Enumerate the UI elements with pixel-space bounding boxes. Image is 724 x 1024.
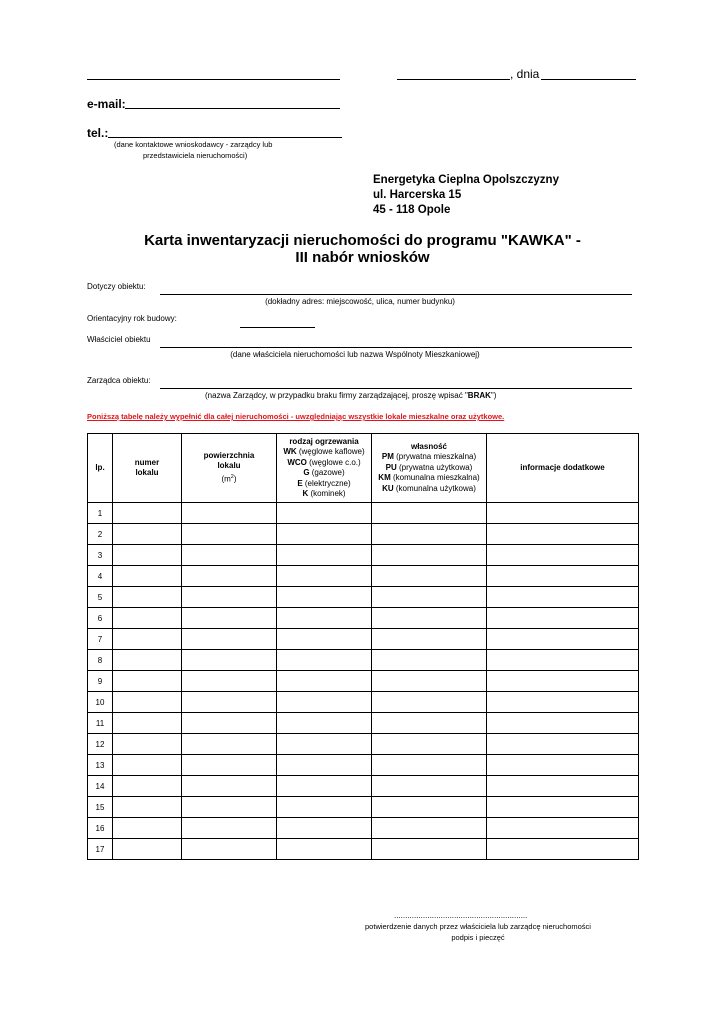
row-lp: 2 <box>88 524 113 545</box>
row-lp: 1 <box>88 503 113 524</box>
row-informacje-cell[interactable] <box>487 839 639 860</box>
row-ogrzewanie-cell[interactable] <box>277 524 372 545</box>
row-numer-cell[interactable] <box>113 587 182 608</box>
row-wlasnosc-cell[interactable] <box>372 629 487 650</box>
row-ogrzewanie-cell[interactable] <box>277 818 372 839</box>
manager-line[interactable] <box>160 388 632 389</box>
page-title-line2: III nabór wniosków <box>295 249 430 266</box>
row-lp: 12 <box>88 734 113 755</box>
row-numer-cell[interactable] <box>113 650 182 671</box>
row-numer-cell[interactable] <box>113 503 182 524</box>
owner-hint: (dane właściciela nieruchomości lub nazwa Wspólnoty Mieszkaniowej) <box>230 350 480 359</box>
row-lp: 10 <box>88 692 113 713</box>
date-line[interactable] <box>541 79 636 80</box>
row-powierzchnia-cell[interactable] <box>182 503 277 524</box>
row-powierzchnia-cell[interactable] <box>182 629 277 650</box>
recipient-street: ul. Harcerska 15 <box>373 189 462 201</box>
row-wlasnosc-cell[interactable] <box>372 755 487 776</box>
row-numer-cell[interactable] <box>113 692 182 713</box>
table-header-row <box>88 434 639 503</box>
row-informacje-cell[interactable] <box>487 545 639 566</box>
row-lp: 14 <box>88 776 113 797</box>
row-ogrzewanie-cell[interactable] <box>277 566 372 587</box>
row-numer-cell[interactable] <box>113 671 182 692</box>
table-row <box>88 545 639 566</box>
row-ogrzewanie-cell[interactable] <box>277 713 372 734</box>
row-powierzchnia-cell[interactable] <box>182 713 277 734</box>
row-informacje-cell[interactable] <box>487 503 639 524</box>
table-row <box>88 755 639 776</box>
row-ogrzewanie-cell[interactable] <box>277 671 372 692</box>
table-row <box>88 818 639 839</box>
page-title-line1: Karta inwentaryzacji nieruchomości do programu "KAWKA" - <box>144 232 581 249</box>
row-numer-cell[interactable] <box>113 608 182 629</box>
table-row <box>88 734 639 755</box>
row-informacje-cell[interactable] <box>487 776 639 797</box>
col-header-numer: numer lokalu <box>113 434 182 503</box>
row-lp: 8 <box>88 650 113 671</box>
row-ogrzewanie-cell[interactable] <box>277 503 372 524</box>
inventory-table <box>87 433 639 860</box>
dnia-label: , dnia <box>510 67 540 81</box>
table-row <box>88 650 639 671</box>
row-lp: 11 <box>88 713 113 734</box>
row-powierzchnia-cell[interactable] <box>182 587 277 608</box>
row-wlasnosc-cell[interactable] <box>372 671 487 692</box>
row-numer-cell[interactable] <box>113 629 182 650</box>
owner-label: Właściciel obiektu <box>87 335 151 344</box>
row-ogrzewanie-cell[interactable] <box>277 776 372 797</box>
object-hint: (dokładny adres: miejscowość, ulica, numer budynku) <box>265 297 455 306</box>
email-label: e-mail: <box>87 97 126 111</box>
applicant-name-line[interactable] <box>87 79 340 80</box>
row-numer-cell[interactable] <box>113 797 182 818</box>
row-informacje-cell[interactable] <box>487 755 639 776</box>
row-informacje-cell[interactable] <box>487 671 639 692</box>
row-informacje-cell[interactable] <box>487 818 639 839</box>
row-powierzchnia-cell[interactable] <box>182 797 277 818</box>
table-row <box>88 797 639 818</box>
instruction-text: Poniższą tabelę należy wypełnić dla całej nieruchomości - uwzględniając wszystkie lokale mieszkalne oraz użytkowe. <box>87 412 505 421</box>
row-informacje-cell[interactable] <box>487 713 639 734</box>
row-numer-cell[interactable] <box>113 734 182 755</box>
row-wlasnosc-cell[interactable] <box>372 608 487 629</box>
table-row <box>88 713 639 734</box>
manager-hint-post: ") <box>490 391 497 400</box>
manager-hint-pre: (nazwa Zarządcy, w przypadku braku firmy zarządzającej, proszę wpisać " <box>205 391 468 400</box>
row-lp: 9 <box>88 671 113 692</box>
row-powierzchnia-cell[interactable] <box>182 671 277 692</box>
table-row <box>88 566 639 587</box>
row-powierzchnia-cell[interactable] <box>182 545 277 566</box>
row-informacje-cell[interactable] <box>487 797 639 818</box>
row-lp: 3 <box>88 545 113 566</box>
table-row <box>88 671 639 692</box>
row-wlasnosc-cell[interactable] <box>372 776 487 797</box>
row-numer-cell[interactable] <box>113 755 182 776</box>
manager-label: Zarządca obiektu: <box>87 376 151 385</box>
row-numer-cell[interactable] <box>113 839 182 860</box>
row-informacje-cell[interactable] <box>487 692 639 713</box>
row-informacje-cell[interactable] <box>487 629 639 650</box>
row-powierzchnia-cell[interactable] <box>182 839 277 860</box>
row-informacje-cell[interactable] <box>487 650 639 671</box>
row-wlasnosc-cell[interactable] <box>372 524 487 545</box>
table-row <box>88 503 639 524</box>
row-lp: 5 <box>88 587 113 608</box>
row-powierzchnia-cell[interactable] <box>182 650 277 671</box>
row-informacje-cell[interactable] <box>487 587 639 608</box>
table-row <box>88 608 639 629</box>
table-row <box>88 839 639 860</box>
object-line[interactable] <box>160 294 632 295</box>
row-powierzchnia-cell[interactable] <box>182 818 277 839</box>
row-informacje-cell[interactable] <box>487 734 639 755</box>
row-wlasnosc-cell[interactable] <box>372 545 487 566</box>
contact-note-line2: przedstawiciela nieruchomości) <box>143 151 248 160</box>
row-lp: 4 <box>88 566 113 587</box>
row-ogrzewanie-cell[interactable] <box>277 692 372 713</box>
col-header-ogrzewanie: rodzaj ogrzewania WK (węglowe kaflowe) WCO (węglowe c.o.) G (gazowe) E (elektryczne) K (kominek) <box>277 434 372 503</box>
row-numer-cell[interactable] <box>113 776 182 797</box>
row-ogrzewanie-cell[interactable] <box>277 839 372 860</box>
row-numer-cell[interactable] <box>113 818 182 839</box>
recipient-city: 45 - 118 Opole <box>373 204 451 216</box>
tel-line[interactable] <box>108 137 342 138</box>
row-wlasnosc-cell[interactable] <box>372 566 487 587</box>
row-ogrzewanie-cell[interactable] <box>277 755 372 776</box>
row-informacje-cell[interactable] <box>487 566 639 587</box>
table-row <box>88 692 639 713</box>
row-ogrzewanie-cell[interactable] <box>277 650 372 671</box>
col-header-powierzchnia: powierzchnia lokalu $(m^2)$ <box>182 434 277 503</box>
signature-line1: potwierdzenie danych przez właściciela lub zarządcę nieruchomości <box>365 922 591 931</box>
owner-line[interactable] <box>160 347 632 348</box>
tel-label: tel.: <box>87 126 109 140</box>
row-wlasnosc-cell[interactable] <box>372 734 487 755</box>
place-line[interactable] <box>397 79 510 80</box>
row-powierzchnia-cell[interactable] <box>182 692 277 713</box>
row-numer-cell[interactable] <box>113 566 182 587</box>
row-wlasnosc-cell[interactable] <box>372 650 487 671</box>
year-line[interactable] <box>240 327 315 328</box>
row-wlasnosc-cell[interactable] <box>372 713 487 734</box>
table-row <box>88 629 639 650</box>
row-ogrzewanie-cell[interactable] <box>277 797 372 818</box>
row-informacje-cell[interactable] <box>487 608 639 629</box>
manager-hint-brak: BRAK <box>467 391 491 400</box>
row-lp: 15 <box>88 797 113 818</box>
row-ogrzewanie-cell[interactable] <box>277 545 372 566</box>
row-powierzchnia-cell[interactable] <box>182 776 277 797</box>
row-wlasnosc-cell[interactable] <box>372 692 487 713</box>
row-wlasnosc-cell[interactable] <box>372 587 487 608</box>
row-numer-cell[interactable] <box>113 713 182 734</box>
table-row <box>88 524 639 545</box>
row-lp: 16 <box>88 818 113 839</box>
col-header-wlasnosc: własność PM (prywatna mieszkalna) PU (prywatna użytkowa) KM (komunalna mieszkalna) KU (komunalna użytkowa) <box>372 434 487 503</box>
row-ogrzewanie-cell[interactable] <box>277 608 372 629</box>
row-lp: 7 <box>88 629 113 650</box>
row-powierzchnia-cell[interactable] <box>182 524 277 545</box>
row-lp: 13 <box>88 755 113 776</box>
row-wlasnosc-cell[interactable] <box>372 503 487 524</box>
row-numer-cell[interactable] <box>113 545 182 566</box>
row-powierzchnia-cell[interactable] <box>182 608 277 629</box>
table-row <box>88 776 639 797</box>
row-wlasnosc-cell[interactable] <box>372 818 487 839</box>
row-powierzchnia-cell[interactable] <box>182 755 277 776</box>
row-powierzchnia-cell[interactable] <box>182 566 277 587</box>
object-label: Dotyczy obiektu: <box>87 282 146 291</box>
row-ogrzewanie-cell[interactable] <box>277 587 372 608</box>
table-row <box>88 587 639 608</box>
row-ogrzewanie-cell[interactable] <box>277 734 372 755</box>
row-powierzchnia-cell[interactable] <box>182 734 277 755</box>
col-header-lp: lp. <box>88 434 113 503</box>
signature-line2: podpis i pieczęć <box>451 933 505 942</box>
row-lp: 17 <box>88 839 113 860</box>
contact-note-line1: (dane kontaktowe wnioskodawcy - zarządcy lub <box>114 140 273 149</box>
row-lp: 6 <box>88 608 113 629</box>
recipient-name: Energetyka Cieplna Opolszczyzny <box>373 174 559 186</box>
table-body <box>88 503 639 860</box>
signature-dots: ............................................................ <box>394 911 528 920</box>
row-informacje-cell[interactable] <box>487 524 639 545</box>
row-ogrzewanie-cell[interactable] <box>277 629 372 650</box>
row-wlasnosc-cell[interactable] <box>372 797 487 818</box>
manager-hint <box>205 391 496 400</box>
row-wlasnosc-cell[interactable] <box>372 839 487 860</box>
year-label: Orientacyjny rok budowy: <box>87 314 177 323</box>
col-header-informacje: informacje dodatkowe <box>487 434 639 503</box>
row-numer-cell[interactable] <box>113 524 182 545</box>
email-line[interactable] <box>125 108 340 109</box>
